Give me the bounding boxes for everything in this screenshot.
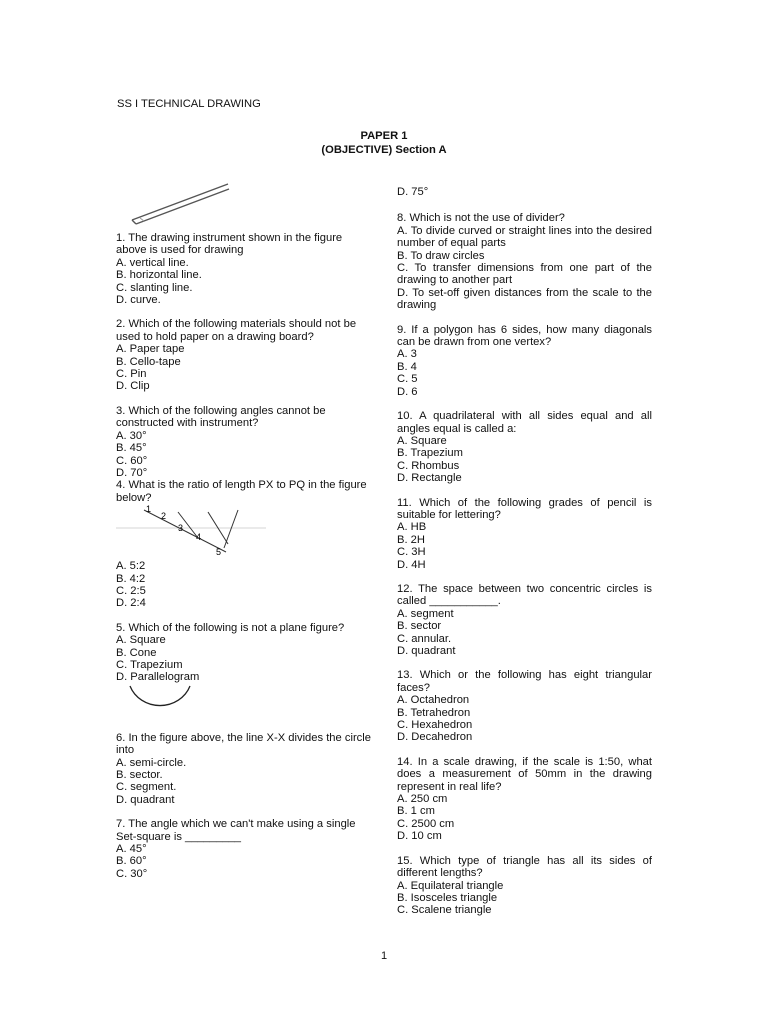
option: A. Equilateral triangle (397, 879, 504, 892)
question-8 (397, 212, 652, 311)
option: A. 45° (116, 843, 147, 856)
figure-label: 4 (196, 532, 202, 543)
option: B. 60° (116, 855, 147, 868)
option: A. To divide curved or straight lines into the desired number of equal parts (397, 224, 652, 250)
option: B. Trapezium (397, 447, 463, 460)
option: B. 1 cm (397, 805, 435, 818)
option: A. Square (397, 434, 447, 447)
option: C. 60° (116, 454, 148, 467)
option: C. segment. (116, 781, 177, 794)
question-4 (116, 479, 371, 609)
option: B. Cello-tape (116, 355, 181, 368)
question-stem: 1. The drawing instrument shown in the figure above is used for drawing (116, 232, 343, 257)
option: B. 4:2 (116, 572, 146, 585)
option: A. Square (116, 634, 166, 647)
ruler-figure (116, 180, 371, 232)
right-column (397, 186, 652, 917)
circle-figure (126, 680, 371, 732)
question-10 (397, 410, 652, 484)
option: B. Cone (116, 646, 157, 659)
option: D. To set-off given distances from the scale to the drawing (397, 286, 652, 312)
question-7 (116, 818, 371, 880)
option: D. Parallelogram (116, 671, 200, 684)
question-stem: 3. Which of the following angles cannot be constructed with instrument? (116, 404, 326, 430)
paper-title: PAPER 1 (360, 130, 408, 142)
option: A. Octahedron (397, 694, 470, 707)
question-stem: 7. The angle which we can't make using a single Set-square is _________ (116, 818, 356, 843)
option: B. horizontal line. (116, 269, 202, 282)
figure-label: 1 (146, 504, 152, 515)
option: C. slanting line. (116, 281, 193, 294)
subject-header: SS I TECHNICAL DRAWING (117, 98, 261, 110)
question-stem: 13. Which or the following has eight triangular faces? (397, 669, 652, 694)
question-3 (116, 405, 371, 479)
option: C. Trapezium (116, 658, 183, 671)
option: A. semi-circle. (116, 756, 187, 769)
question-stem: 8. Which is not the use of divider? (397, 212, 565, 225)
page-number: 1 (380, 950, 388, 962)
option: D. 10 cm (397, 830, 442, 843)
question-stem: 6. In the figure above, the line X-X divides the circle into (116, 731, 371, 757)
option: B. 45° (116, 442, 147, 455)
option: C. 3H (397, 546, 426, 559)
option: C. 5 (397, 373, 418, 386)
question-15 (397, 855, 652, 917)
option: A. segment (397, 607, 454, 620)
option: C. Rhombus (397, 459, 460, 472)
option: C. 2:5 (116, 584, 146, 597)
question-13 (397, 669, 652, 743)
option: D. 75° (397, 186, 429, 198)
option: B. sector (397, 620, 442, 633)
question-stem: 5. Which of the following is not a plane figure? (116, 621, 345, 634)
question-stem: 4. What is the ratio of length PX to PQ in the figure below? (116, 479, 367, 504)
figure-label: 3 (178, 523, 184, 534)
figure-label: 2 (161, 511, 167, 522)
question-stem: 10. A quadrilateral with all sides equal and all angles equal is called a: (397, 410, 652, 435)
section-title: (OBJECTIVE) Section A (321, 144, 447, 156)
option: A. 250 cm (397, 793, 448, 806)
option: D. 6 (397, 385, 418, 398)
option: A. 5:2 (116, 560, 146, 573)
question-2 (116, 318, 371, 392)
option: C. Scalene triangle (397, 904, 492, 917)
question-1 (116, 232, 371, 306)
option: C. Hexahedron (397, 719, 473, 732)
question-5 (116, 622, 371, 684)
option: A. Paper tape (116, 343, 185, 356)
option: A. 30° (116, 429, 147, 442)
question-stem: 2. Which of the following materials should not be used to hold paper on a drawing board? (116, 318, 357, 343)
question-11 (397, 497, 652, 571)
question-6 (116, 732, 371, 806)
divided-line-figure (116, 504, 371, 560)
option: B. 2H (397, 533, 425, 546)
option: B. Isosceles triangle (397, 891, 498, 904)
question-stem: 12. The space between two concentric circles is called ___________. (397, 582, 652, 608)
option: C. Pin (116, 368, 147, 381)
option: D. Rectangle (397, 472, 462, 485)
option: A. HB (397, 521, 427, 534)
option: D. Clip (116, 380, 150, 393)
figure-label: 5 (216, 547, 222, 558)
option: B. Tetrahedron (397, 706, 471, 719)
option: D. 2:4 (116, 597, 146, 610)
option: D. quadrant (116, 793, 175, 806)
option: B. 4 (397, 360, 417, 373)
option: A. 3 (397, 348, 417, 361)
question-stem: 15. Which type of triangle has all its sides of different lengths? (397, 854, 652, 880)
circle-icon (126, 680, 196, 728)
option: D. curve. (116, 294, 161, 307)
question-14 (397, 756, 652, 843)
option: A. vertical line. (116, 256, 189, 269)
option: B. To draw circles (397, 249, 485, 262)
option: B. sector. (116, 769, 163, 781)
option: C. 2500 cm (397, 817, 455, 830)
question-9 (397, 324, 652, 398)
option: D. 4H (397, 558, 426, 571)
question-stem: 9. If a polygon has 6 sides, how many diagonals can be drawn from one vertex? (397, 323, 652, 349)
ruler-icon (116, 180, 236, 228)
option: D. Decahedron (397, 731, 473, 744)
question-stem: 14. In a scale drawing, if the scale is 1:50, what does a measurement of 50mm in the drawing represent in real life? (397, 755, 652, 793)
question-stem: 11. Which of the following grades of pencil is suitable for lettering? (397, 496, 652, 521)
option: D. quadrant (397, 645, 456, 657)
option: D. 70° (116, 466, 148, 479)
option: C. 30° (116, 867, 148, 880)
option: C. annular. (397, 632, 452, 645)
question-12 (397, 583, 652, 657)
left-column (116, 180, 371, 880)
option: C. To transfer dimensions from one part of the drawing to another part (397, 262, 652, 287)
